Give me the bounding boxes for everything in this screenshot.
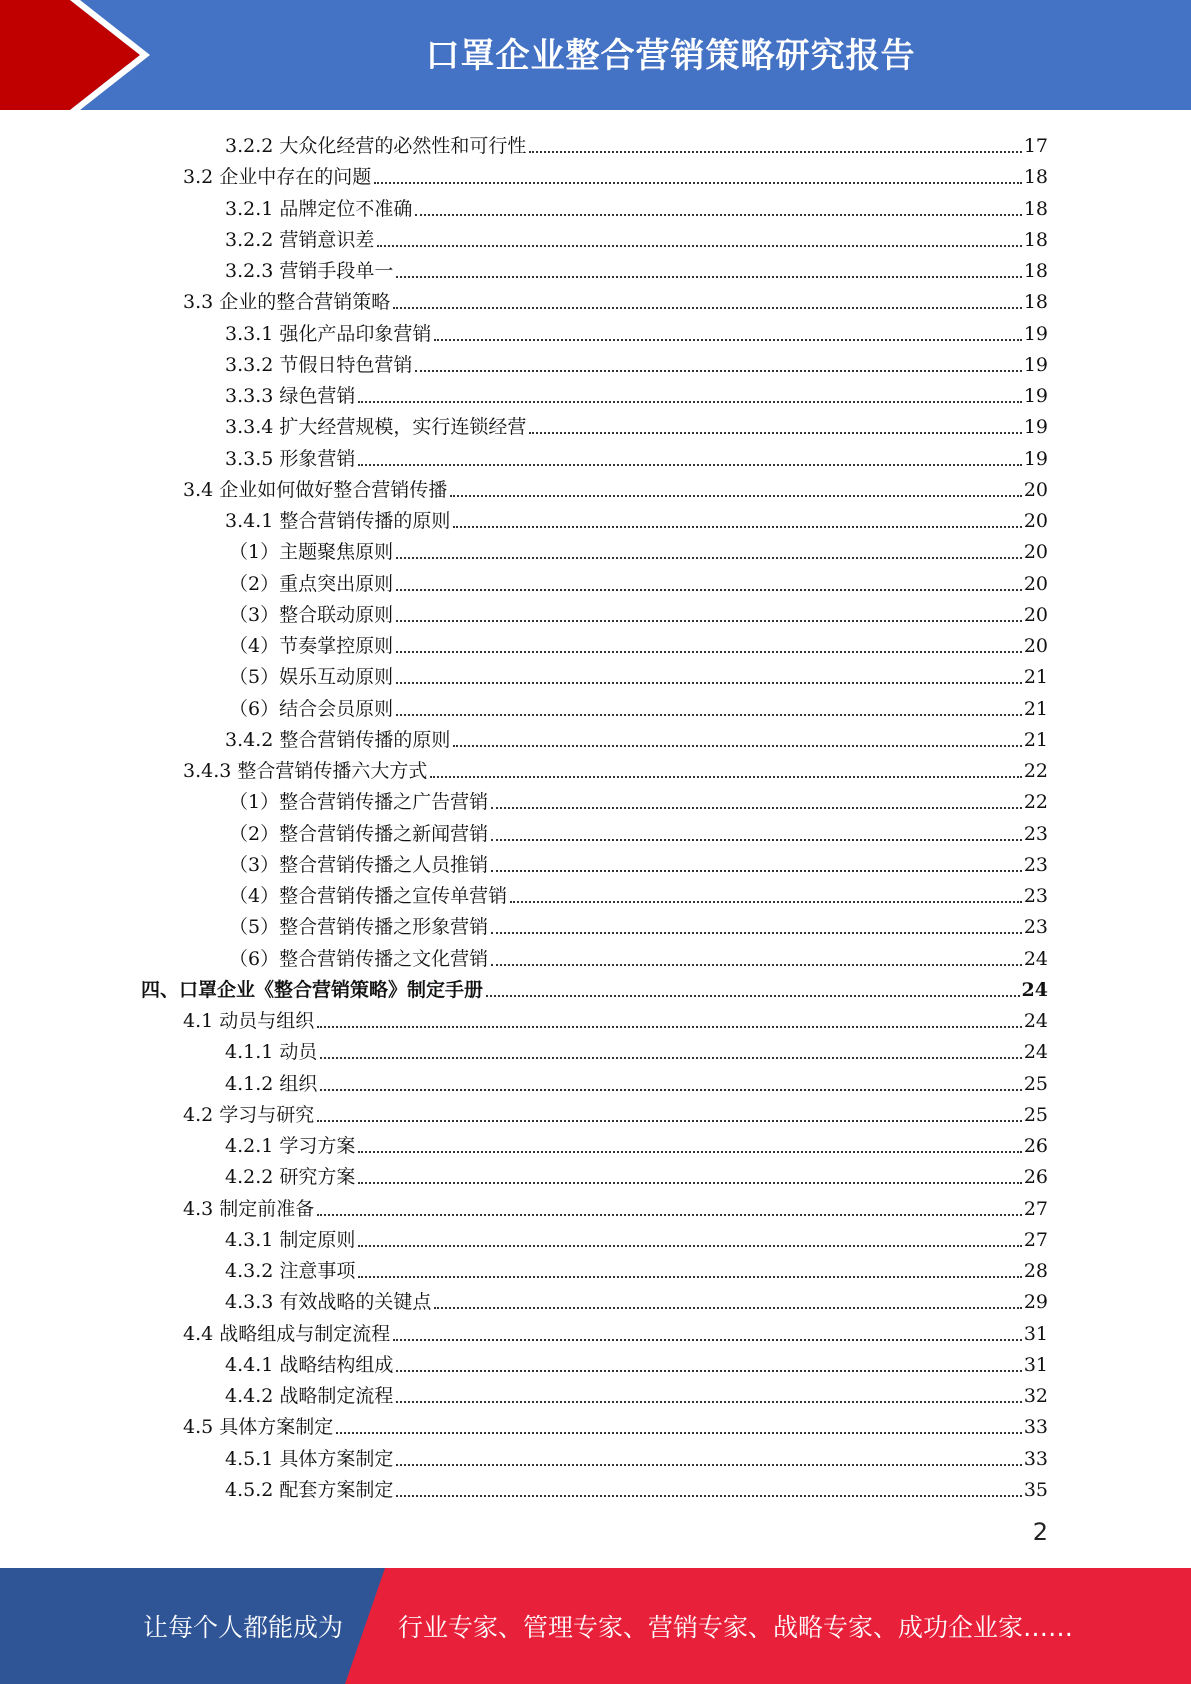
toc-entry-page: 24 <box>1023 1010 1048 1032</box>
toc-entry[interactable] <box>0 908 1048 939</box>
toc-entry-label: 3.4.1 整合营销传播的原则 <box>225 510 451 532</box>
toc-entry[interactable] <box>0 1065 1048 1096</box>
toc-dot-leader <box>358 401 1021 403</box>
toc-dot-leader <box>317 1120 1022 1122</box>
toc-entry-label: 四、口罩企业《整合营销策略》制定手册 <box>141 978 484 1001</box>
toc-entry-page: 24 <box>1021 978 1048 1001</box>
toc-entry-page: 23 <box>1023 822 1048 845</box>
toc-entry-page: 27 <box>1023 1228 1048 1251</box>
toc-dot-leader <box>453 526 1021 528</box>
toc-entry-label: 4.4.1 战略结构组成 <box>225 1353 394 1376</box>
toc-dot-leader <box>317 1026 1022 1028</box>
toc-entry-page: 18 <box>1023 197 1048 220</box>
toc-dot-leader <box>529 151 1021 153</box>
toc-entry-label: 3.4 企业如何做好整合营销传播 <box>183 478 448 501</box>
toc-dot-leader <box>393 307 1022 309</box>
toc-entry[interactable] <box>0 1377 1048 1408</box>
toc-entry-page: 19 <box>1023 385 1048 407</box>
toc-dot-leader <box>491 932 1022 934</box>
toc-entry-label: （6）结合会员原则 <box>229 697 394 720</box>
toc-entry-page: 19 <box>1023 322 1048 345</box>
toc-dot-leader <box>415 214 1021 216</box>
toc-dot-leader <box>396 620 1022 622</box>
toc-entry-label: 3.4.2 整合营销传播的原则 <box>225 728 451 751</box>
toc-entry-page: 28 <box>1023 1260 1048 1282</box>
toc-dot-leader <box>491 964 1022 966</box>
toc-entry-page: 31 <box>1023 1322 1048 1345</box>
toc-entry[interactable] <box>0 127 1048 158</box>
toc-dot-leader <box>491 839 1022 841</box>
toc-entry-label: 3.3.1 强化产品印象营销 <box>225 322 432 345</box>
toc-dot-leader <box>374 182 1022 184</box>
toc-entry-label: 4.3.2 注意事项 <box>225 1260 356 1282</box>
toc-entry-page: 20 <box>1023 510 1048 532</box>
toc-entry-label: （1）主题聚焦原则 <box>229 541 394 564</box>
toc-entry-page: 18 <box>1023 260 1048 282</box>
toc-entry[interactable] <box>0 1127 1048 1158</box>
toc-entry[interactable] <box>0 846 1048 877</box>
toc-entry[interactable] <box>0 596 1048 627</box>
toc-entry[interactable] <box>0 1315 1048 1346</box>
toc-entry-label: （6）整合营销传播之文化营销 <box>229 947 489 970</box>
toc-entry[interactable] <box>0 221 1048 252</box>
toc-entry-label: 4.5.1 具体方案制定 <box>225 1447 394 1470</box>
toc-entry[interactable] <box>0 252 1048 283</box>
toc-entry-page: 21 <box>1023 697 1048 720</box>
toc-entry[interactable] <box>0 502 1048 533</box>
toc-entry-label: 4.5.2 配套方案制定 <box>225 1478 394 1501</box>
toc-entry-page: 23 <box>1023 885 1048 907</box>
toc-entry-label: 4.3 制定前准备 <box>183 1197 315 1220</box>
toc-entry-label: 3.2.3 营销手段单一 <box>225 260 394 282</box>
toc-entry-page: 19 <box>1023 447 1048 470</box>
toc-entry[interactable] <box>0 1283 1048 1314</box>
toc-entry-label: 4.4 战略组成与制定流程 <box>183 1322 391 1345</box>
toc-dot-leader <box>430 776 1021 778</box>
toc-entry-page: 19 <box>1023 353 1048 376</box>
toc-entry-label: 4.1.2 组织 <box>225 1072 318 1095</box>
toc-entry[interactable] <box>0 627 1048 658</box>
page-number: 2 <box>1032 1518 1048 1546</box>
toc-entry-label: 3.3.3 绿色营销 <box>225 385 356 407</box>
toc-dot-leader <box>450 495 1022 497</box>
toc-dot-leader <box>358 1182 1021 1184</box>
toc-dot-leader <box>358 1245 1021 1247</box>
toc-entry-label: （3）整合联动原则 <box>229 603 394 626</box>
toc-entry[interactable] <box>0 283 1048 314</box>
toc-entry-label: （1）整合营销传播之广告营销 <box>229 791 489 814</box>
toc-entry-label: 3.2.2 营销意识差 <box>225 228 375 251</box>
toc-entry-label: （5）娱乐互动原则 <box>229 666 394 689</box>
toc-entry-label: 4.2 学习与研究 <box>183 1103 315 1126</box>
toc-entry[interactable] <box>0 1033 1048 1064</box>
page-footer <box>0 1568 1191 1684</box>
toc-entry-label: （5）整合营销传播之形象营销 <box>229 916 489 939</box>
toc-entry[interactable] <box>0 190 1048 221</box>
toc-entry-page: 33 <box>1023 1447 1048 1470</box>
toc-entry-label: 3.4.3 整合营销传播六大方式 <box>183 760 428 782</box>
toc-entry[interactable] <box>0 408 1048 439</box>
toc-entry[interactable] <box>0 752 1048 783</box>
toc-dot-leader <box>320 1089 1021 1091</box>
toc-entry-page: 33 <box>1023 1416 1048 1439</box>
toc-entry-page: 22 <box>1023 791 1048 814</box>
toc-entry[interactable] <box>0 1221 1048 1252</box>
toc-entry-page: 26 <box>1023 1166 1048 1189</box>
toc-entry-label: 4.2.2 研究方案 <box>225 1166 356 1189</box>
toc-entry-label: （2）重点突出原则 <box>229 572 394 595</box>
toc-dot-leader <box>434 339 1021 341</box>
toc-entry[interactable] <box>0 1190 1048 1221</box>
toc-entry-label: 3.2 企业中存在的问题 <box>183 166 372 189</box>
toc-entry[interactable] <box>0 565 1048 596</box>
toc-dot-leader <box>336 1432 1022 1434</box>
toc-entry[interactable] <box>0 1158 1048 1189</box>
toc-entry[interactable] <box>0 940 1048 971</box>
toc-entry-page: 25 <box>1023 1072 1048 1095</box>
toc-dot-leader <box>453 745 1021 747</box>
toc-entry-label: 3.2.1 品牌定位不准确 <box>225 197 413 220</box>
toc-entry-page: 20 <box>1023 635 1048 657</box>
toc-entry-label: 3.3.2 节假日特色营销 <box>225 353 413 376</box>
toc-entry[interactable] <box>0 877 1048 908</box>
toc-entry[interactable] <box>0 658 1048 689</box>
toc-dot-leader <box>396 589 1022 591</box>
toc-entry-label: （4）整合营销传播之宣传单营销 <box>229 885 508 907</box>
toc-entry-page: 24 <box>1023 1041 1048 1064</box>
toc-dot-leader <box>396 682 1022 684</box>
toc-entry-label: 4.1 动员与组织 <box>183 1010 315 1032</box>
toc-entry-page: 32 <box>1023 1385 1048 1407</box>
toc-entry-page: 18 <box>1023 228 1048 251</box>
toc-entry-page: 23 <box>1023 853 1048 876</box>
toc-entry[interactable] <box>0 533 1048 564</box>
toc-entry[interactable] <box>0 377 1048 408</box>
toc-dot-leader <box>358 464 1021 466</box>
toc-entry-label: 3.3.4 扩大经营规模，实行连锁经营 <box>225 416 527 439</box>
toc-entry[interactable] <box>0 690 1048 721</box>
toc-entry-page: 23 <box>1023 916 1048 939</box>
toc-entry-label: 4.5 具体方案制定 <box>183 1416 334 1439</box>
toc-entry-page: 20 <box>1023 541 1048 564</box>
toc-dot-leader <box>393 1339 1022 1341</box>
toc-dot-leader <box>396 1464 1021 1466</box>
toc-entry-page: 19 <box>1023 416 1048 439</box>
toc-entry-label: （2）整合营销传播之新闻营销 <box>229 822 489 845</box>
toc-entry-page: 35 <box>1023 1478 1048 1501</box>
toc-dot-leader <box>486 995 1020 997</box>
toc-entry-label: 3.3 企业的整合营销策略 <box>183 291 391 314</box>
toc-dot-leader <box>396 1370 1021 1372</box>
footer-slogan-right: 行业专家、管理专家、营销专家、战略专家、成功企业家…… <box>398 1613 1074 1642</box>
toc-entry[interactable] <box>0 1346 1048 1377</box>
toc-dot-leader <box>396 714 1022 716</box>
toc-entry[interactable] <box>0 815 1048 846</box>
toc-entry[interactable] <box>0 1471 1048 1502</box>
toc-entry[interactable] <box>0 1252 1048 1283</box>
toc-entry-label: 4.1.1 动员 <box>225 1041 318 1064</box>
toc-dot-leader <box>491 807 1022 809</box>
toc-dot-leader <box>396 651 1022 653</box>
toc-entry[interactable] <box>0 783 1048 814</box>
toc-entry-label: 4.4.2 战略制定流程 <box>225 1385 394 1407</box>
toc-dot-leader <box>396 1495 1021 1497</box>
footer-slogan-left: 让每个人都能成为 <box>143 1613 344 1642</box>
toc-entry[interactable] <box>0 471 1048 502</box>
toc-entry-page: 20 <box>1023 478 1048 501</box>
toc-entry[interactable] <box>0 1096 1048 1127</box>
page-header <box>0 0 1191 110</box>
toc-dot-leader <box>510 901 1022 903</box>
toc-entry-page: 29 <box>1023 1291 1048 1314</box>
toc-entry[interactable] <box>0 158 1048 189</box>
toc-entry[interactable] <box>0 346 1048 377</box>
toc-entry-label: 4.3.1 制定原则 <box>225 1228 356 1251</box>
toc-entry[interactable] <box>0 971 1048 1002</box>
toc-dot-leader <box>415 370 1021 372</box>
toc-dot-leader <box>396 557 1022 559</box>
toc-entry-page: 18 <box>1023 166 1048 189</box>
toc-dot-leader <box>434 1307 1021 1309</box>
toc-entry-label: 4.3.3 有效战略的关键点 <box>225 1291 432 1314</box>
toc-entry-page: 26 <box>1023 1135 1048 1157</box>
toc-entry-page: 22 <box>1023 760 1048 782</box>
toc-entry-page: 18 <box>1023 291 1048 314</box>
toc-entry-label: 3.2.2 大众化经营的必然性和可行性 <box>225 135 527 157</box>
toc-dot-leader <box>529 432 1021 434</box>
toc-entry[interactable] <box>0 315 1048 346</box>
toc-entry-page: 21 <box>1023 728 1048 751</box>
toc-entry[interactable] <box>0 440 1048 471</box>
toc-entry-page: 31 <box>1023 1353 1048 1376</box>
toc-entry[interactable] <box>0 1408 1048 1439</box>
toc-entry[interactable] <box>0 1002 1048 1033</box>
toc-dot-leader <box>491 870 1022 872</box>
toc-dot-leader <box>396 276 1021 278</box>
toc-dot-leader <box>377 245 1021 247</box>
toc-dot-leader <box>320 1057 1021 1059</box>
document-title: 口罩企业整合营销策略研究报告 <box>425 36 916 76</box>
toc-entry-page: 25 <box>1023 1103 1048 1126</box>
toc-dot-leader <box>396 1401 1021 1403</box>
toc-entry-label: 3.3.5 形象营销 <box>225 447 356 470</box>
toc-entry-label: 4.2.1 学习方案 <box>225 1135 356 1157</box>
toc-entry-page: 20 <box>1023 572 1048 595</box>
toc-entry-page: 27 <box>1023 1197 1048 1220</box>
toc-entry-label: （4）节奏掌控原则 <box>229 635 394 657</box>
toc-dot-leader <box>358 1151 1021 1153</box>
toc-entry-page: 20 <box>1023 603 1048 626</box>
toc-entry-page: 24 <box>1023 947 1048 970</box>
toc-dot-leader <box>358 1276 1021 1278</box>
toc-entry[interactable] <box>0 1440 1048 1471</box>
toc-entry[interactable] <box>0 721 1048 752</box>
toc-entry-page: 21 <box>1023 666 1048 689</box>
toc-entry-label: （3）整合营销传播之人员推销 <box>229 853 489 876</box>
toc-entry-page: 17 <box>1023 135 1048 157</box>
toc-dot-leader <box>317 1214 1022 1216</box>
